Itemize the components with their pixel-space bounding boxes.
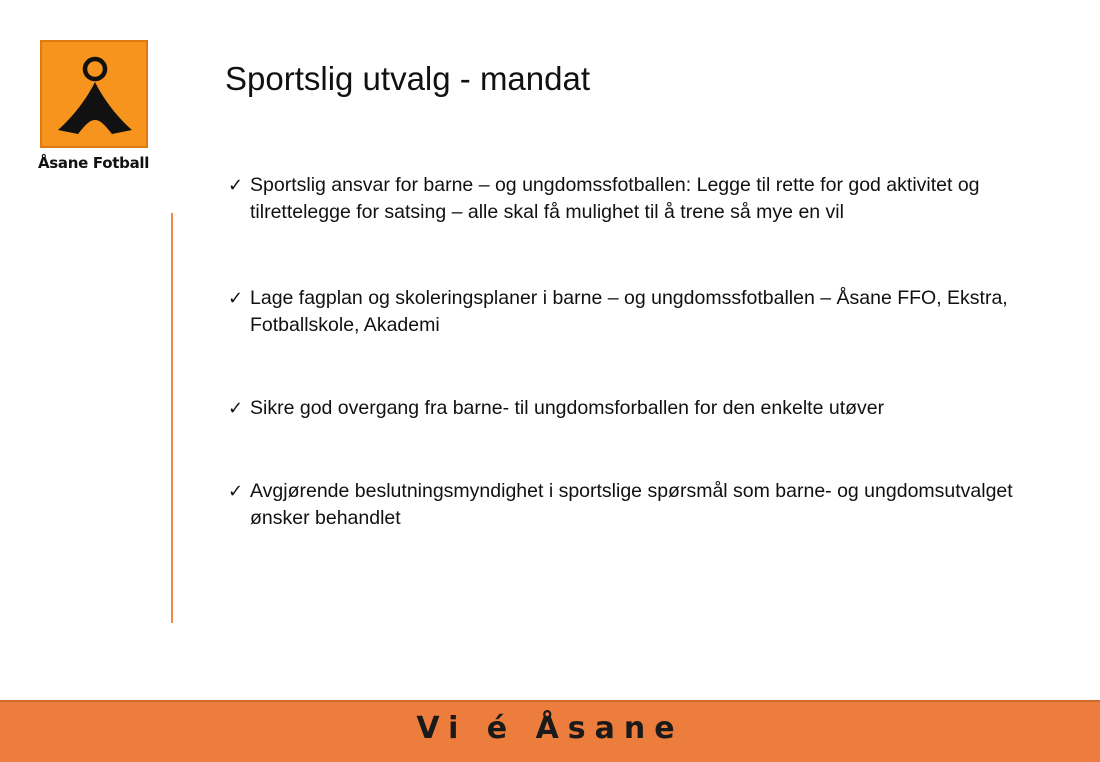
club-logo [38, 40, 154, 172]
aa-emblem-icon [42, 42, 146, 146]
bullet-text: Sikre god overgang fra barne- til ungdomsforballen for den enkelte utøver [250, 397, 885, 419]
footer-bar [0, 700, 1100, 762]
checkmark-icon: ✓ [228, 288, 244, 309]
logo-caption: Åsane Fotball [38, 154, 150, 172]
logo-emblem [40, 40, 148, 148]
checkmark-icon: ✓ [228, 175, 244, 196]
bullet-item [228, 395, 1028, 422]
footer-slogan: Vi é Åsane [416, 711, 684, 746]
bullet-text: Sportslig ansvar for barne – og ungdomssfotballen: Legge til rette for god aktivitet og tilrettelegge for satsing – alle skal få mulighet til å trene så mye en vil [250, 174, 980, 223]
bullet-item [228, 172, 1028, 226]
bullet-item [228, 478, 1028, 532]
checkmark-icon: ✓ [228, 398, 244, 419]
checkmark-icon: ✓ [228, 481, 244, 502]
vertical-divider [171, 213, 173, 623]
bullet-text: Lage fagplan og skoleringsplaner i barne – og ungdomssfotballen – Åsane FFO, Ekstra, Fotballskole, Akademi [250, 287, 1008, 336]
slide-title: Sportslig utvalg - mandat [225, 60, 591, 97]
bullet-text: Avgjørende beslutningsmyndighet i sportslige spørsmål som barne- og ungdomsutvalget ønsker behandlet [250, 480, 1013, 529]
bullet-item [228, 285, 1028, 339]
